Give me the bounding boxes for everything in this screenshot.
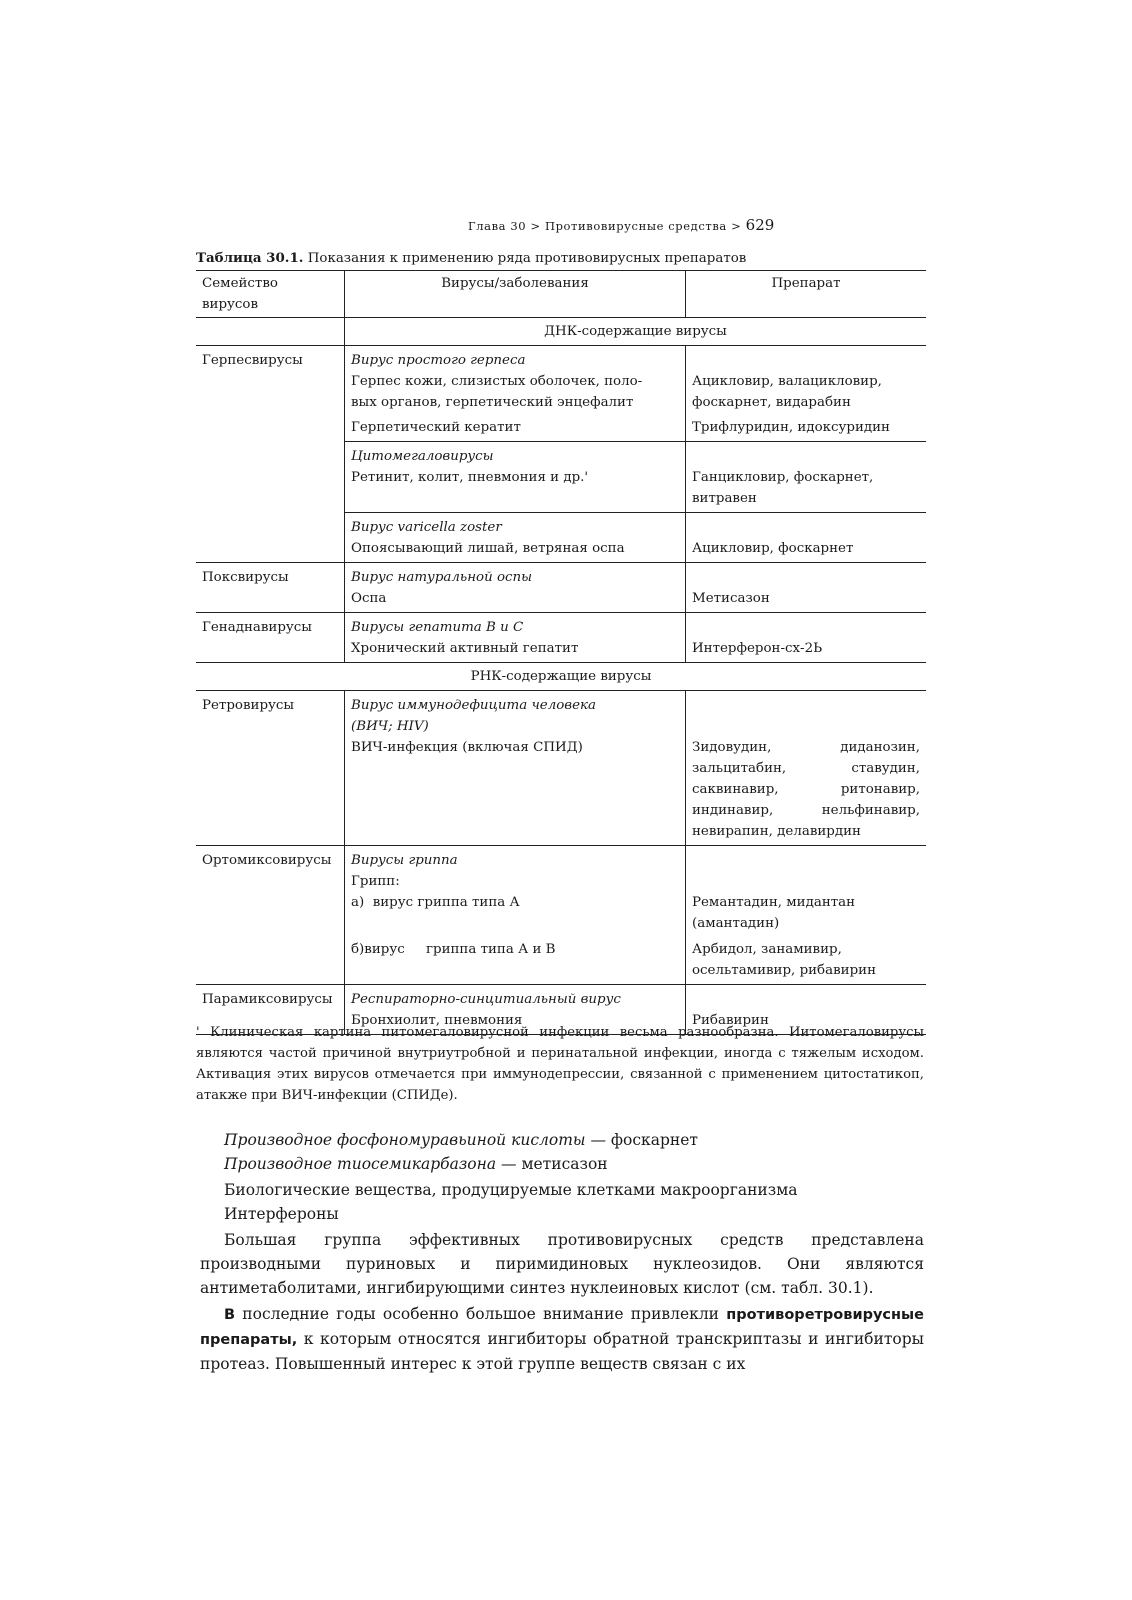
header-virus-family: Семейство вирусов — [196, 271, 345, 318]
table-footnote: ' Клиническая картина питомегаловирусной инфекции весьма разнообразна. Иитомегаловирусы являются частой причиной внутриутробной и перинатальной инфекции, иногда с тяжелым исходом. Активация этих вирусов отмечается при иммунодепрессии, связанной с применением цитостатикоп, атакже при ВИЧ-инфекции (СПИДе). — [196, 1025, 924, 1103]
classification-line: Производное тиосемикарбазона — метисазон — [224, 1155, 608, 1173]
cell-pox: Вирус натуральной оспы Оспа — [345, 563, 686, 613]
paragraph: В последние годы особенно большое внимание привлекли противоретровирусные препараты, к которым относятся ингибиторы обратной транскриптазы и ингибиторы протеаз. Повышенный интерес к этой группе веществ связан с их — [200, 1305, 924, 1373]
table-caption-label: Таблица 30.1. — [196, 250, 304, 266]
drug-vzv: Ацикловир, фоскарнет — [686, 513, 927, 563]
drug-retro: Зидовудин, диданозин, зальцитабин, ставудин, саквинавир, ритонавир, индинавир, нельфинавир, невирапин, делавирдин — [686, 691, 927, 846]
section-title-dna: ДНК-содержащие вирусы — [345, 318, 927, 346]
table-row — [196, 691, 926, 846]
running-head — [468, 216, 774, 234]
section-row-dna — [196, 318, 926, 346]
table-caption-text: Показания к применению ряда противовирусных препаратов — [307, 251, 747, 266]
classification-line: Биологические вещества, продуцируемые клетками макроорганизма — [224, 1181, 798, 1199]
indications-table — [196, 270, 926, 1035]
body-text — [200, 1128, 924, 1376]
table-row — [196, 563, 926, 613]
drug-pox: Метисазон — [686, 563, 927, 613]
cell-paramyxo: Респираторно-синцитиальный вирус Бронхиолит, пневмония — [345, 985, 686, 1035]
classification-line: Производное фосфономуравьиной кислоты — фоскарнет — [224, 1131, 698, 1149]
classification-line: Интерфероны — [224, 1205, 339, 1223]
header-drug: Препарат — [686, 271, 927, 318]
family-orthomyxo: Ортомиксовирусы — [196, 846, 345, 985]
drug-hepadna: Интерферон-сх-2Ь — [686, 613, 927, 663]
paragraph: Большая группа эффективных противовирусных средств представлена производными пуриновых и пиримидиновых нуклеозидов. Они являются антиметаболитами, ингибирующими синтез нуклеиновых кислот (см. табл. 30.1). — [200, 1231, 924, 1297]
cell-hepadna: Вирусы гепатита В и С Хронический активный гепатит — [345, 613, 686, 663]
running-head-text: Глава 30 > Противовирусные средства > — [468, 219, 742, 233]
family-retro: Ретровирусы — [196, 691, 345, 846]
cell-retro: Вирус иммунодефицита человека (ВИЧ; HIV) ВИЧ-инфекция (включая СПИД) — [345, 691, 686, 846]
drug-paramyxo: Рибавирин — [686, 985, 927, 1035]
family-paramyxo: Парамиксовирусы — [196, 985, 345, 1035]
table-row — [196, 613, 926, 663]
family-pox: Поксвирусы — [196, 563, 345, 613]
drug-orthomyxo: Ремантадин, мидантан (амантадин) Арбидол, занамивир, осельтамивир, рибавирин — [686, 846, 927, 985]
table-header-row — [196, 271, 926, 318]
drug-cmv: Ганцикловир, фоскарнет, витравен — [686, 442, 927, 513]
drug-hsv: Ацикловир, валацикловир, фоскарнет, видарабин Трифлуридин, идоксуридин — [686, 346, 927, 442]
section-title-rna: РНК-содержащие вирусы — [196, 663, 926, 691]
page-number: 629 — [745, 216, 775, 234]
family-hepadna: Генаднавирусы — [196, 613, 345, 663]
cell-orthomyxo: Вирусы гриппа Грипп: а) вирус гриппа типа А б)вирус гриппа типа А и В — [345, 846, 686, 985]
family-herpes: Герпесвирусы — [196, 346, 345, 563]
header-viruses-diseases: Вирусы/заболевания — [345, 271, 686, 318]
cell-vzv: Вирус varicella zoster Опоясывающий лишай, ветряная оспа — [345, 513, 686, 563]
table-row — [196, 846, 926, 985]
cell-cmv: Цитомегаловирусы Ретинит, колит, пневмония и др.' — [345, 442, 686, 513]
table-caption — [196, 250, 746, 266]
table-row — [196, 346, 926, 442]
cell-hsv: Вирус простого герпеса Герпес кожи, слизистых оболочек, поло- вых органов, герпетический энцефалит Герпетический кератит — [345, 346, 686, 442]
section-row-rna — [196, 663, 926, 691]
